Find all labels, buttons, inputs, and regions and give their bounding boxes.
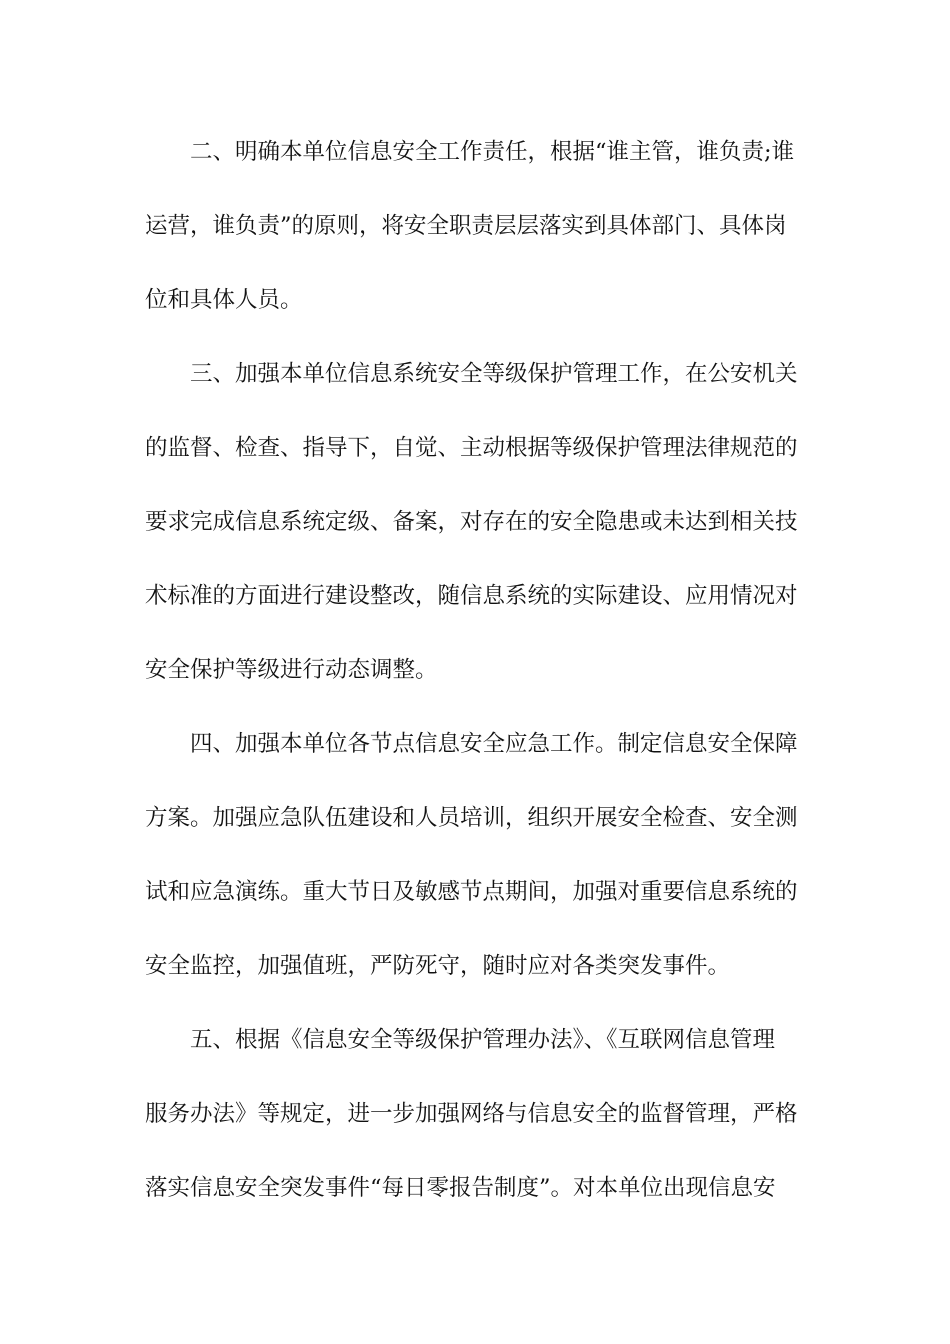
paragraph-5-line-2: 服务办法》等规定，进一步加强网络与信息安全的监督管理，严格 xyxy=(145,1101,798,1127)
paragraph-2-line-3: 位和具体人员。 xyxy=(145,287,303,313)
paragraph-5-line-1: 五、根据《信息安全等级保护管理办法》、《互联网信息管理 xyxy=(190,1027,776,1053)
paragraph-3-line-2: 的监督、检查、指导下，自觉、主动根据等级保护管理法律规范的 xyxy=(145,435,798,461)
paragraph-3-line-1: 三、加强本单位信息系统安全等级保护管理工作，在公安机关 xyxy=(190,361,798,387)
paragraph-4-line-4: 安全监控，加强值班，严防死守，随时应对各类突发事件。 xyxy=(145,953,731,979)
paragraph-2-line-2: 运营，谁负责”的原则，将安全职责层层落实到具体部门、具体岗 xyxy=(145,213,787,239)
paragraph-4-line-1: 四、加强本单位各节点信息安全应急工作。制定信息安全保障 xyxy=(190,731,798,757)
paragraph-4-line-2: 方案。加强应急队伍建设和人员培训，组织开展安全检查、安全测 xyxy=(145,805,798,831)
paragraph-3-line-4: 术标准的方面进行建设整改，随信息系统的实际建设、应用情况对 xyxy=(145,583,798,609)
paragraph-5-line-3: 落实信息安全突发事件“每日零报告制度”。对本单位出现信息安 xyxy=(145,1175,776,1201)
paragraph-3-line-3: 要求完成信息系统定级、备案，对存在的安全隐患或未达到相关技 xyxy=(145,509,798,535)
paragraph-4-line-3: 试和应急演练。重大节日及敏感节点期间，加强对重要信息系统的 xyxy=(145,879,798,905)
paragraph-3-line-5: 安全保护等级进行动态调整。 xyxy=(145,657,438,683)
paragraph-2-line-1: 二、明确本单位信息安全工作责任，根据“谁主管，谁负责;谁 xyxy=(190,139,795,165)
